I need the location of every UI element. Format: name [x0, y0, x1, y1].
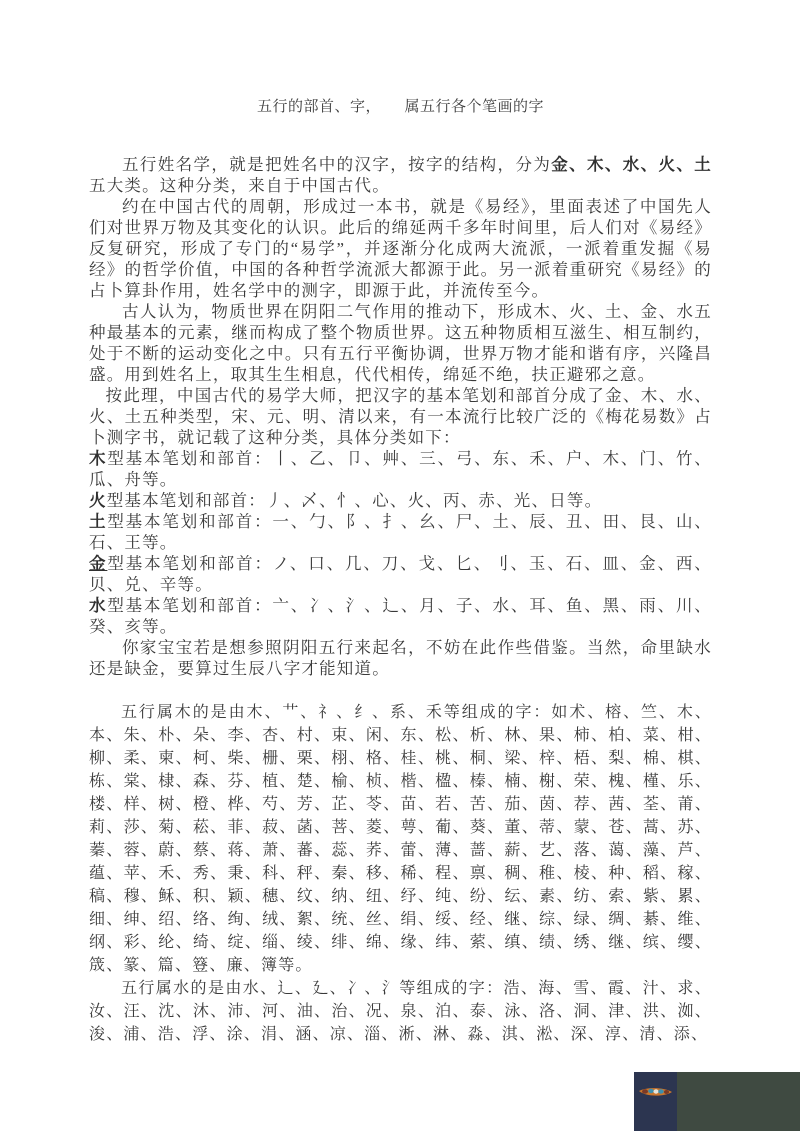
- document-body: [89, 0, 712, 1046]
- radical-line-fire: [89, 490, 712, 511]
- intro-text-pre: 五行姓名学，就是把姓名中的汉字，按字的结构，分为: [122, 155, 552, 174]
- element-label-earth: 土: [89, 512, 108, 531]
- element-label-metal: 金: [89, 554, 108, 573]
- paragraph-advice: 你家宝宝若是想参照阴阳五行来起名，不妨在此作些借鉴。当然，命里缺水还是缺金，要算过生辰八字才能知道。: [89, 638, 712, 678]
- radical-list-metal: 型基本笔划和部首：ノ、口、几、刀、戈、匕、刂、玉、石、皿、金、西、贝、兑、辛等。: [89, 554, 713, 594]
- radical-line-water: [89, 595, 712, 637]
- radical-list-wood: 型基本笔划和部首：丨、乙、卩、艸、三、弓、东、禾、户、木、门、竹、瓜、舟等。: [89, 449, 712, 489]
- paragraph-wuxing-theory: 古人认为，物质世界在阴阳二气作用的推动下，形成木、火、土、金、水五种最基本的元素，继而构成了整个物质世界。这五种物质相互滋生、相互制约，处于不断的运动变化之中。只有五行平衡协调，世界万物才能和谐有序，兴隆昌盛。用到姓名上，取其生生相息，代代相传，绵延不绝，扶正避邪之意。: [89, 302, 712, 384]
- app-logo-panel[interactable]: [634, 1072, 677, 1131]
- intro-text-post: 五大类。这种分类，来自于中国古代。: [89, 176, 390, 195]
- app-overlay-widget[interactable]: [634, 1072, 800, 1131]
- intro-five-elements-bold: 金、木、水、火、土: [551, 155, 712, 174]
- app-side-panel[interactable]: [677, 1072, 800, 1131]
- paragraph-water-characters: 五行属水的是由水、辶、廴、冫、氵等组成的字：浩、海、雪、霞、汁、求、汝、汪、沈、沐、沛、河、油、治、况、泉、泊、泰、泳、洛、洞、津、洪、洳、浚、浦、浩、浮、涂、涓、涵、凉、淄、淅、淋、淼、淇、淞、深、淳、清、添、: [89, 980, 712, 1043]
- element-label-wood: 木: [89, 449, 108, 468]
- radical-list-fire: 型基本笔划和部首：丿、乄、忄、心、火、丙、赤、光、日等。: [106, 491, 603, 510]
- page-title: 五行的部首、字， 属五行各个笔画的字: [256, 99, 544, 115]
- radical-list-earth: 型基本笔划和部首：一、勹、阝、扌、幺、尸、土、辰、丑、田、艮、山、石、王等。: [89, 512, 712, 552]
- radical-line-earth: [89, 511, 712, 553]
- paragraph-meihua-intro: 按此理，中国古代的易学大师，把汉字的基本笔划和部首分成了金、木、水、火、土五种类型，宋、元、明、清以来，有一本流行比较广泛的《梅花易数》占卜测字书，就记载了这种分类，具体分类如下：: [89, 386, 712, 447]
- app-logo-icon: [638, 1085, 673, 1101]
- radical-line-wood: [89, 448, 712, 490]
- paragraph-intro: [89, 154, 712, 196]
- radical-line-metal: [89, 553, 712, 595]
- radical-list-water: 型基本笔划和部首：亠、冫、氵、辶、月、子、水、耳、鱼、黑、雨、川、癸、亥等。: [89, 596, 712, 636]
- element-label-fire: 火: [89, 491, 107, 510]
- paragraph-wood-characters: 五行属木的是由木、艹、礻、纟、系、禾等组成的字：如术、榕、竺、木、本、朱、朴、朵、李、杏、村、束、闲、东、松、析、林、果、柿、柏、菜、柑、柳、柔、柬、柯、柴、栅、栗、栩、格、桂、桃、桐、梁、梓、梧、梨、棉、棋、栋、棠、棣、森、芬、植、楚、榆、桢、楷、楹、榛、楠、榭、荣、槐、槿、乐、楼、样、树、橙、桦、芍、芳、芷、苓、苗、若、苦、茄、茵、荐、茜、荃、莆、莉、莎、菊、菘、菲、菽、菡、菩、菱、萼、葡、葵、董、蒂、蒙、苍、蒿、苏、蓁、蓉、蔚、蔡、蒋、萧、蕃、蕊、荞、蕾、薄、蔷、薪、艺、落、蔼、藻、芦、蕴、苹、禾、秀、秉、科、秤、秦、移、稀、程、禀、稠、稚、棱、种、稻、稼、稿、穆、稣、积、颖、穗、纹、纳、纽、纾、纯、纷、纭、素、纺、索、紫、累、细、绅、绍、络、绚、绒、絮、统、丝、绢、绥、经、继、综、绿、绸、綦、维、纲、彩、纶、绮、绽、缁、绫、绯、绵、缘、纬、萦、缜、绩、绣、继、缤、缨、筬、篆、篇、簦、廉、簿等。: [89, 704, 712, 974]
- paragraph-yijing-history: 约在中国古代的周朝，形成过一本书，就是《易经》，里面表述了中国先人们对世界万物及其变化的认识。此后的绵延两千多年时间里，后人们对《易经》反复研究，形成了专门的“易学”，并逐渐分化成两大流派，一派着重发掘《易经》的哲学价值，中国的各种哲学流派大都源于此。另一派着重研究《易经》的占卜算卦作用，姓名学中的测字，即源于此，并流传至今。: [89, 197, 712, 300]
- element-label-water: 水: [89, 596, 108, 615]
